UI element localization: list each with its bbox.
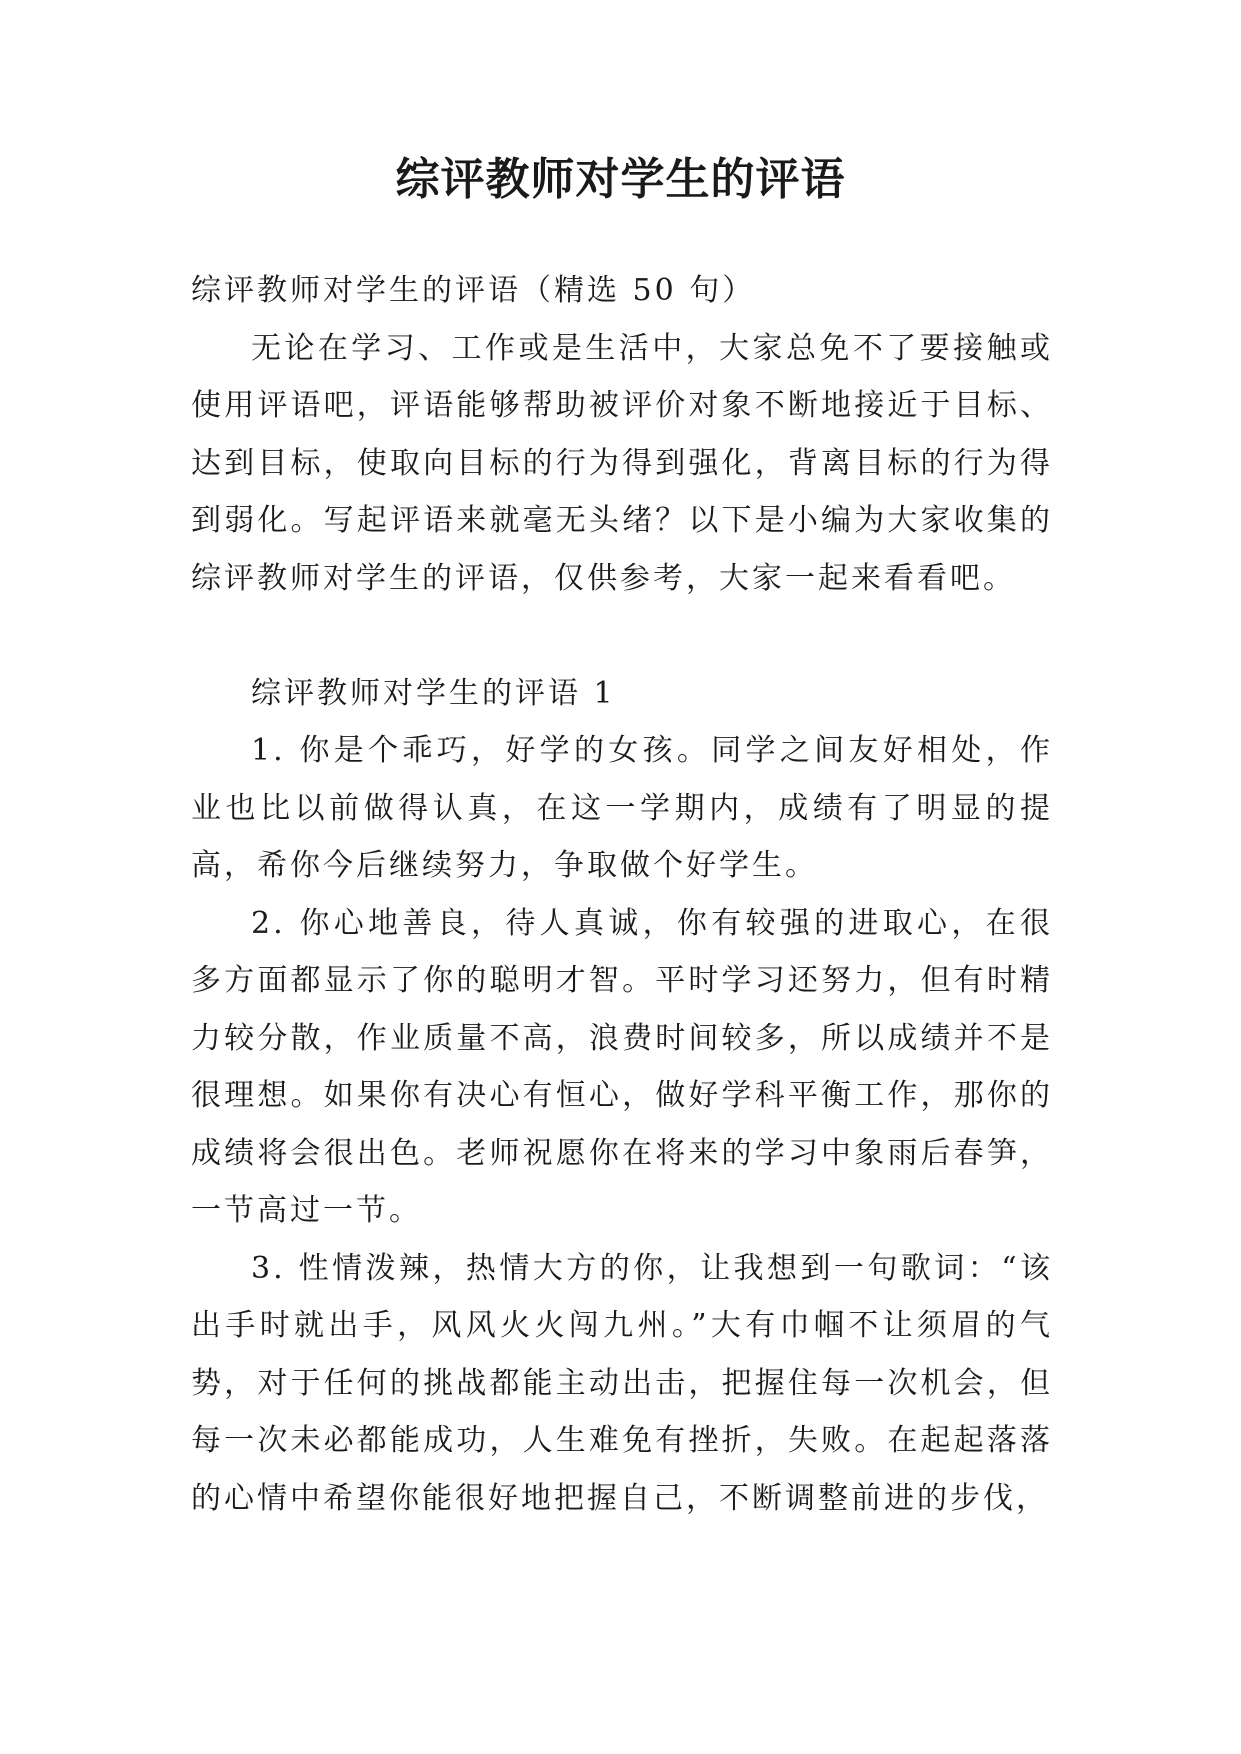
paragraph-spacer <box>191 607 1053 665</box>
comment-item-1: 1. 你是个乖巧，好学的女孩。同学之间友好相处，作业也比以前做得认真，在这一学期内，成绩有了明显的提高，希你今后继续努力，争取做个好学生。 <box>191 733 1053 883</box>
document-body <box>191 262 1053 1527</box>
document-subtitle: 综评教师对学生的评语（精选 50 句） <box>191 273 756 308</box>
section-heading: 综评教师对学生的评语 1 <box>251 675 616 711</box>
comment-item-2: 2. 你心地善良，待人真诚，你有较强的进取心，在很多方面都显示了你的聪明才智。平时学习还努力，但有时精力较分散，作业质量不高，浪费时间较多，所以成绩并不是很理想。如果你有决心有恒心，做好学科平衡工作，那你的成绩将会很出色。老师祝愿你在将来的学习中象雨后春笋，一节高过一节。 <box>191 905 1053 1228</box>
intro-paragraph: 无论在学习、工作或是生活中，大家总免不了要接触或使用评语吧，评语能够帮助被评价对象不断地接近于目标、达到目标，使取向目标的行为得到强化，背离目标的行为得到弱化。写起评语来就毫无头绪？以下是小编为大家收集的综评教师对学生的评语，仅供参考，大家一起来看看吧。 <box>191 330 1053 596</box>
document-title: 综评教师对学生的评语 <box>395 154 846 205</box>
comment-item-3: 3. 性情泼辣，热情大方的你，让我想到一句歌词：“该出手时就出手，风风火火闯九州。”大有巾帼不让须眉的气势，对于任何的挑战都能主动出击，把握住每一次机会，但每一次未必都能成功，人生难免有挫折，失败。在起起落落的心情中希望你能很好地把握自己，不断调整前进的步伐， <box>191 1250 1053 1516</box>
